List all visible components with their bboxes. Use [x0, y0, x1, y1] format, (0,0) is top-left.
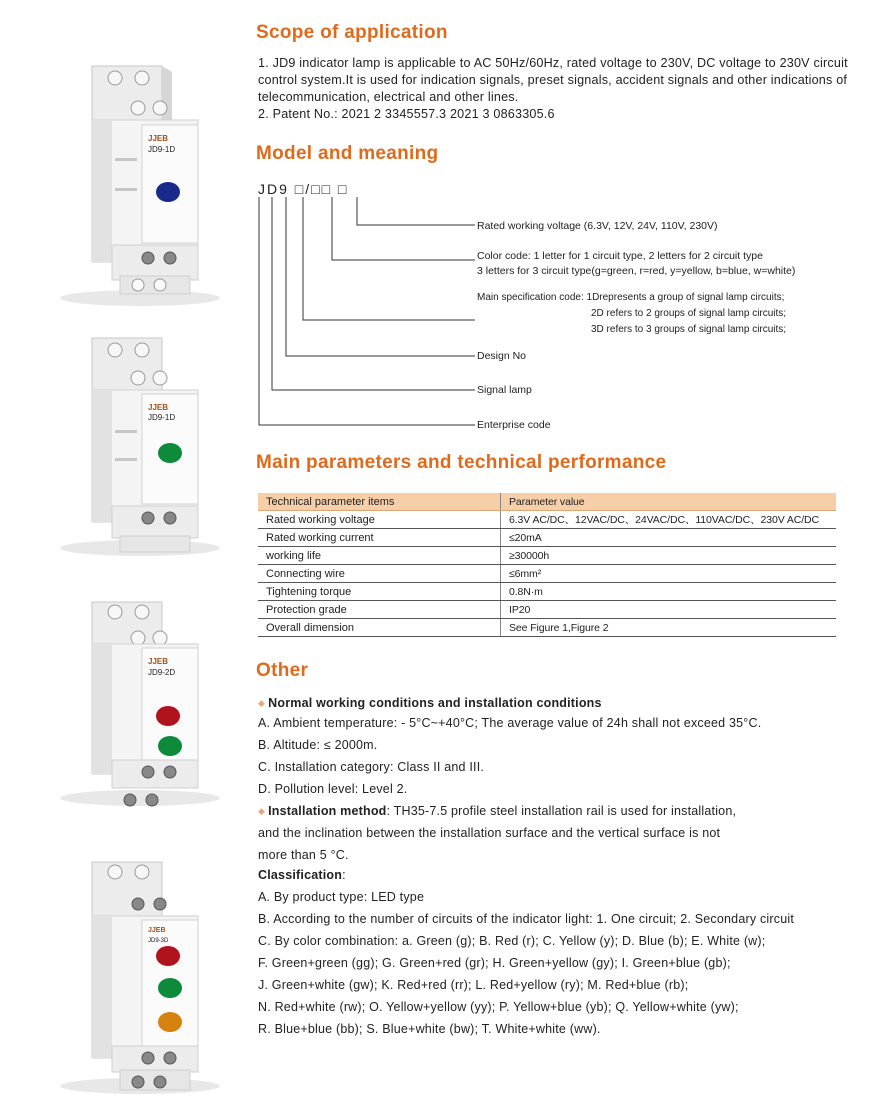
annotation-enterprise: Enterprise code — [477, 419, 551, 431]
indicator-lamp — [158, 736, 182, 756]
classification-line: F. Green+green (gg); G. Green+red (gr); H. Green+yellow (gy); I. Green+blue (gb); — [258, 956, 731, 970]
table-row — [258, 529, 836, 547]
table-row — [258, 511, 836, 529]
header-items: Technical parameter items — [258, 493, 501, 511]
annotation-design-no: Design No — [477, 350, 527, 362]
param-name: Overall dimension — [258, 619, 501, 637]
annotation-color-2: 3 letters for 3 circuit type(g=green, r=red, y=yellow, b=blue, w=white) — [477, 265, 796, 277]
condition-line: A. Ambient temperature: - 5°C~+40°C; The average value of 24h shall not exceed 35°C. — [258, 716, 762, 730]
conditions-heading: Normal working conditions and installation conditions — [268, 696, 602, 710]
conditions-heading-line — [258, 695, 858, 715]
table-header-row — [258, 493, 836, 511]
classification-line: N. Red+white (rw); O. Yellow+yellow (yy); P. Yellow+blue (yb); Q. Yellow+white (yw); — [258, 1000, 739, 1014]
params-heading: Main parameters and technical performance — [256, 452, 667, 473]
classification-line: C. By color combination: a. Green (g); B. Red (r); C. Yellow (y); D. Blue (b); E. White (w); — [258, 934, 766, 948]
scope-body — [258, 55, 858, 123]
classification-line: R. Blue+blue (bb); S. Blue+white (bw); T. White+white (ww). — [258, 1022, 601, 1036]
device-brand-label: JJEB — [148, 403, 169, 412]
param-value: ≤20mA — [501, 529, 837, 547]
device-brand-label: JJEB — [148, 134, 169, 143]
param-name: Rated working current — [258, 529, 501, 547]
indicator-lamp — [156, 946, 180, 966]
param-name: Tightening torque — [258, 583, 501, 601]
device-model-label: JD9-3D — [148, 938, 169, 944]
device-brand-label: JJEB — [148, 657, 169, 666]
install-line-2: and the inclination between the installation surface and the vertical surface is not — [258, 826, 721, 840]
annotation-voltage: Rated working voltage (6.3V, 12V, 24V, 110V, 230V) — [477, 220, 718, 232]
condition-line: B. Altitude: ≤ 2000m. — [258, 738, 378, 752]
install-line-1 — [258, 803, 858, 825]
annotation-signal-lamp: Signal lamp — [477, 384, 532, 396]
table-row — [258, 619, 836, 637]
device-model-label: JD9-1D — [148, 413, 176, 422]
classification-line: B. According to the number of circuits of the indicator light: 1. One circuit; 2. Secondary circuit — [258, 912, 795, 926]
annotation-spec-2: 2D refers to 2 groups of signal lamp circuits; — [591, 308, 787, 319]
params-table — [258, 493, 836, 637]
annotation-color-1: Color code: 1 letter for 1 circuit type, 2 letters for 2 circuit type — [477, 250, 763, 262]
param-value: IP20 — [501, 601, 837, 619]
param-value: See Figure 1,Figure 2 — [501, 619, 837, 637]
scope-heading: Scope of application — [256, 22, 448, 43]
condition-line: D. Pollution level: Level 2. — [258, 782, 408, 796]
device-jd9-1d-blue — [30, 40, 220, 310]
model-heading: Model and meaning — [256, 143, 439, 164]
header-value: Parameter value — [501, 493, 837, 511]
scope-paragraph-1: 1. JD9 indicator lamp is applicable to AC 50Hz/60Hz, rated voltage to 230V, DC voltage to 230V circuit control system.It is used for indication signals, preset signals, accident signals and other indications of telecommunication, electrical and other lines. — [258, 56, 848, 104]
device-brand-label: JJEB — [148, 927, 166, 934]
table-row — [258, 601, 836, 619]
classification-heading: Classification — [258, 868, 343, 882]
annotation-spec-3: 3D refers to 3 groups of signal lamp circuits; — [591, 324, 787, 335]
param-name: Connecting wire — [258, 565, 501, 583]
param-name: Protection grade — [258, 601, 501, 619]
param-value: 6.3V AC/DC、12VAC/DC、24VAC/DC、110VAC/DC、230V AC/DC — [501, 511, 837, 529]
device-model-label: JD9-2D — [148, 668, 176, 677]
indicator-lamp — [156, 706, 180, 726]
install-heading: Installation method — [268, 804, 387, 818]
install-line-3: more than 5 °C. — [258, 848, 349, 862]
classification-heading-line — [258, 867, 858, 889]
bullet-icon: ◆ — [258, 806, 266, 816]
scope-paragraph-2: 2. Patent No.: 2021 2 3345557.3 2021 3 0863305.6 — [258, 107, 555, 121]
device-model-label: JD9-1D — [148, 145, 176, 154]
param-value: 0.8N·m — [501, 583, 837, 601]
table-row — [258, 547, 836, 565]
param-value: ≤6mm² — [501, 565, 837, 583]
table-row — [258, 565, 836, 583]
classification-colon: : — [342, 868, 346, 882]
param-value: ≥30000h — [501, 547, 837, 565]
other-section — [258, 695, 858, 1043]
install-text-1: : TH35-7.5 profile steel installation rail is used for installation, — [386, 804, 737, 818]
other-heading: Other — [256, 660, 309, 681]
indicator-lamp — [158, 978, 182, 998]
device-jd9-1d-green — [30, 312, 220, 574]
indicator-lamp — [156, 182, 180, 202]
bullet-icon: ◆ — [258, 698, 266, 708]
annotation-spec-1: Main specification code: 1Drepresents a group of signal lamp circuits; — [477, 292, 785, 303]
device-jd9-3d — [30, 846, 220, 1096]
param-name: working life — [258, 547, 501, 565]
indicator-lamp — [158, 443, 182, 463]
device-jd9-2d — [30, 582, 220, 810]
table-row — [258, 583, 836, 601]
model-code: JD9 □/□□ □ — [258, 181, 349, 197]
param-name: Rated working voltage — [258, 511, 501, 529]
model-diagram-lines — [250, 195, 480, 430]
indicator-lamp — [158, 1012, 182, 1032]
condition-line: C. Installation category: Class II and III. — [258, 760, 485, 774]
classification-line: A. By product type: LED type — [258, 890, 425, 904]
classification-line: J. Green+white (gw); K. Red+red (rr); L. Red+yellow (ry); M. Red+blue (rb); — [258, 978, 689, 992]
